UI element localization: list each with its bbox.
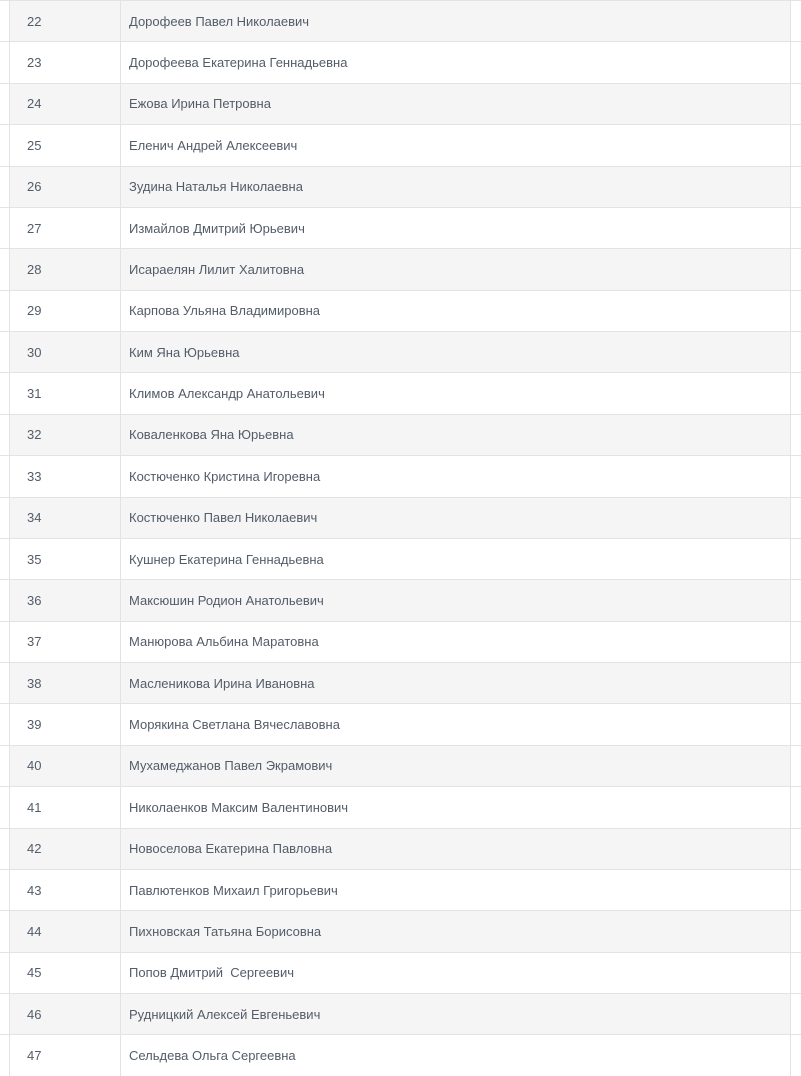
left-cropped-column xyxy=(0,704,10,744)
table-row[interactable] xyxy=(0,621,801,662)
right-cropped-column xyxy=(791,332,801,372)
table-row[interactable] xyxy=(0,248,801,289)
person-name-cell: Измайлов Дмитрий Юрьевич xyxy=(121,208,791,248)
row-number-cell: 43 xyxy=(10,870,121,910)
person-name-cell: Костюченко Кристина Игоревна xyxy=(121,456,791,496)
table-row[interactable] xyxy=(0,662,801,703)
right-cropped-column xyxy=(791,953,801,993)
left-cropped-column xyxy=(0,291,10,331)
row-number-cell: 34 xyxy=(10,498,121,538)
right-cropped-column xyxy=(791,994,801,1034)
row-number-cell: 27 xyxy=(10,208,121,248)
table-row[interactable] xyxy=(0,869,801,910)
right-cropped-column xyxy=(791,373,801,413)
right-cropped-column xyxy=(791,249,801,289)
table-row[interactable] xyxy=(0,538,801,579)
left-cropped-column xyxy=(0,829,10,869)
row-number-cell: 46 xyxy=(10,994,121,1034)
right-cropped-column xyxy=(791,1035,801,1075)
row-number-cell: 33 xyxy=(10,456,121,496)
right-cropped-column xyxy=(791,167,801,207)
left-cropped-column xyxy=(0,1,10,41)
left-cropped-column xyxy=(0,84,10,124)
person-name-cell: Новоселова Екатерина Павловна xyxy=(121,829,791,869)
right-cropped-column xyxy=(791,415,801,455)
left-cropped-column xyxy=(0,332,10,372)
right-cropped-column xyxy=(791,746,801,786)
left-cropped-column xyxy=(0,208,10,248)
left-cropped-column xyxy=(0,415,10,455)
table-row[interactable] xyxy=(0,207,801,248)
table-row[interactable] xyxy=(0,745,801,786)
table-row[interactable] xyxy=(0,124,801,165)
table-row[interactable] xyxy=(0,331,801,372)
right-cropped-column xyxy=(791,870,801,910)
row-number-cell: 36 xyxy=(10,580,121,620)
right-cropped-column xyxy=(791,208,801,248)
right-cropped-column xyxy=(791,911,801,951)
table-row[interactable] xyxy=(0,703,801,744)
left-cropped-column xyxy=(0,125,10,165)
left-cropped-column xyxy=(0,953,10,993)
table-row[interactable] xyxy=(0,290,801,331)
left-cropped-column xyxy=(0,249,10,289)
person-name-cell: Коваленкова Яна Юрьевна xyxy=(121,415,791,455)
right-cropped-column xyxy=(791,704,801,744)
person-name-cell: Масленикова Ирина Ивановна xyxy=(121,663,791,703)
person-name-cell: Рудницкий Алексей Евгеньевич xyxy=(121,994,791,1034)
person-name-cell: Пихновская Татьяна Борисовна xyxy=(121,911,791,951)
person-name-cell: Дорофеева Екатерина Геннадьевна xyxy=(121,42,791,82)
left-cropped-column xyxy=(0,746,10,786)
left-cropped-column xyxy=(0,911,10,951)
row-number-cell: 44 xyxy=(10,911,121,951)
person-name-cell: Карпова Ульяна Владимировна xyxy=(121,291,791,331)
left-cropped-column xyxy=(0,580,10,620)
row-number-cell: 39 xyxy=(10,704,121,744)
right-cropped-column xyxy=(791,663,801,703)
row-number-cell: 45 xyxy=(10,953,121,993)
person-name-cell: Ежова Ирина Петровна xyxy=(121,84,791,124)
person-name-cell: Манюрова Альбина Маратовна xyxy=(121,622,791,662)
left-cropped-column xyxy=(0,787,10,827)
row-number-cell: 26 xyxy=(10,167,121,207)
person-name-cell: Максюшин Родион Анатольевич xyxy=(121,580,791,620)
row-number-cell: 47 xyxy=(10,1035,121,1075)
person-name-cell: Климов Александр Анатольевич xyxy=(121,373,791,413)
table-row[interactable] xyxy=(0,166,801,207)
person-name-cell: Исараелян Лилит Халитовна xyxy=(121,249,791,289)
right-cropped-column xyxy=(791,498,801,538)
table-row[interactable] xyxy=(0,828,801,869)
row-number-cell: 25 xyxy=(10,125,121,165)
right-cropped-column xyxy=(791,580,801,620)
row-number-cell: 41 xyxy=(10,787,121,827)
table-row[interactable] xyxy=(0,83,801,124)
row-number-cell: 32 xyxy=(10,415,121,455)
person-name-cell: Павлютенков Михаил Григорьевич xyxy=(121,870,791,910)
person-name-cell: Попов Дмитрий Сергеевич xyxy=(121,953,791,993)
table-row[interactable] xyxy=(0,786,801,827)
row-number-cell: 23 xyxy=(10,42,121,82)
left-cropped-column xyxy=(0,539,10,579)
row-number-cell: 22 xyxy=(10,1,121,41)
left-cropped-column xyxy=(0,42,10,82)
row-number-cell: 28 xyxy=(10,249,121,289)
row-number-cell: 40 xyxy=(10,746,121,786)
table-row[interactable] xyxy=(0,372,801,413)
person-name-cell: Морякина Светлана Вячеславовна xyxy=(121,704,791,744)
right-cropped-column xyxy=(791,84,801,124)
person-name-cell: Дорофеев Павел Николаевич xyxy=(121,1,791,41)
person-name-cell: Костюченко Павел Николаевич xyxy=(121,498,791,538)
row-number-cell: 42 xyxy=(10,829,121,869)
left-cropped-column xyxy=(0,870,10,910)
table-row[interactable] xyxy=(0,414,801,455)
left-cropped-column xyxy=(0,622,10,662)
row-number-cell: 38 xyxy=(10,663,121,703)
left-cropped-column xyxy=(0,456,10,496)
row-number-cell: 29 xyxy=(10,291,121,331)
table-row[interactable] xyxy=(0,0,801,41)
person-name-cell: Ким Яна Юрьевна xyxy=(121,332,791,372)
person-name-cell: Сельдева Ольга Сергеевна xyxy=(121,1035,791,1075)
table-row[interactable] xyxy=(0,497,801,538)
table-row[interactable] xyxy=(0,1034,801,1075)
table-row[interactable] xyxy=(0,579,801,620)
right-cropped-column xyxy=(791,539,801,579)
person-name-cell: Зудина Наталья Николаевна xyxy=(121,167,791,207)
left-cropped-column xyxy=(0,373,10,413)
left-cropped-column xyxy=(0,498,10,538)
table-row[interactable] xyxy=(0,41,801,82)
row-number-cell: 37 xyxy=(10,622,121,662)
person-name-cell: Еленич Андрей Алексеевич xyxy=(121,125,791,165)
right-cropped-column xyxy=(791,42,801,82)
person-name-cell: Кушнер Екатерина Геннадьевна xyxy=(121,539,791,579)
row-number-cell: 35 xyxy=(10,539,121,579)
person-name-cell: Мухамеджанов Павел Экрамович xyxy=(121,746,791,786)
row-number-cell: 30 xyxy=(10,332,121,372)
person-name-cell: Николаенков Максим Валентинович xyxy=(121,787,791,827)
right-cropped-column xyxy=(791,829,801,869)
table-row[interactable] xyxy=(0,993,801,1034)
table-row[interactable] xyxy=(0,952,801,993)
right-cropped-column xyxy=(791,291,801,331)
table-row[interactable] xyxy=(0,910,801,951)
left-cropped-column xyxy=(0,167,10,207)
left-cropped-column xyxy=(0,1035,10,1075)
row-number-cell: 24 xyxy=(10,84,121,124)
left-cropped-column xyxy=(0,994,10,1034)
row-number-cell: 31 xyxy=(10,373,121,413)
right-cropped-column xyxy=(791,787,801,827)
right-cropped-column xyxy=(791,1,801,41)
table-row[interactable] xyxy=(0,455,801,496)
right-cropped-column xyxy=(791,456,801,496)
right-cropped-column xyxy=(791,125,801,165)
left-cropped-column xyxy=(0,663,10,703)
right-cropped-column xyxy=(791,622,801,662)
